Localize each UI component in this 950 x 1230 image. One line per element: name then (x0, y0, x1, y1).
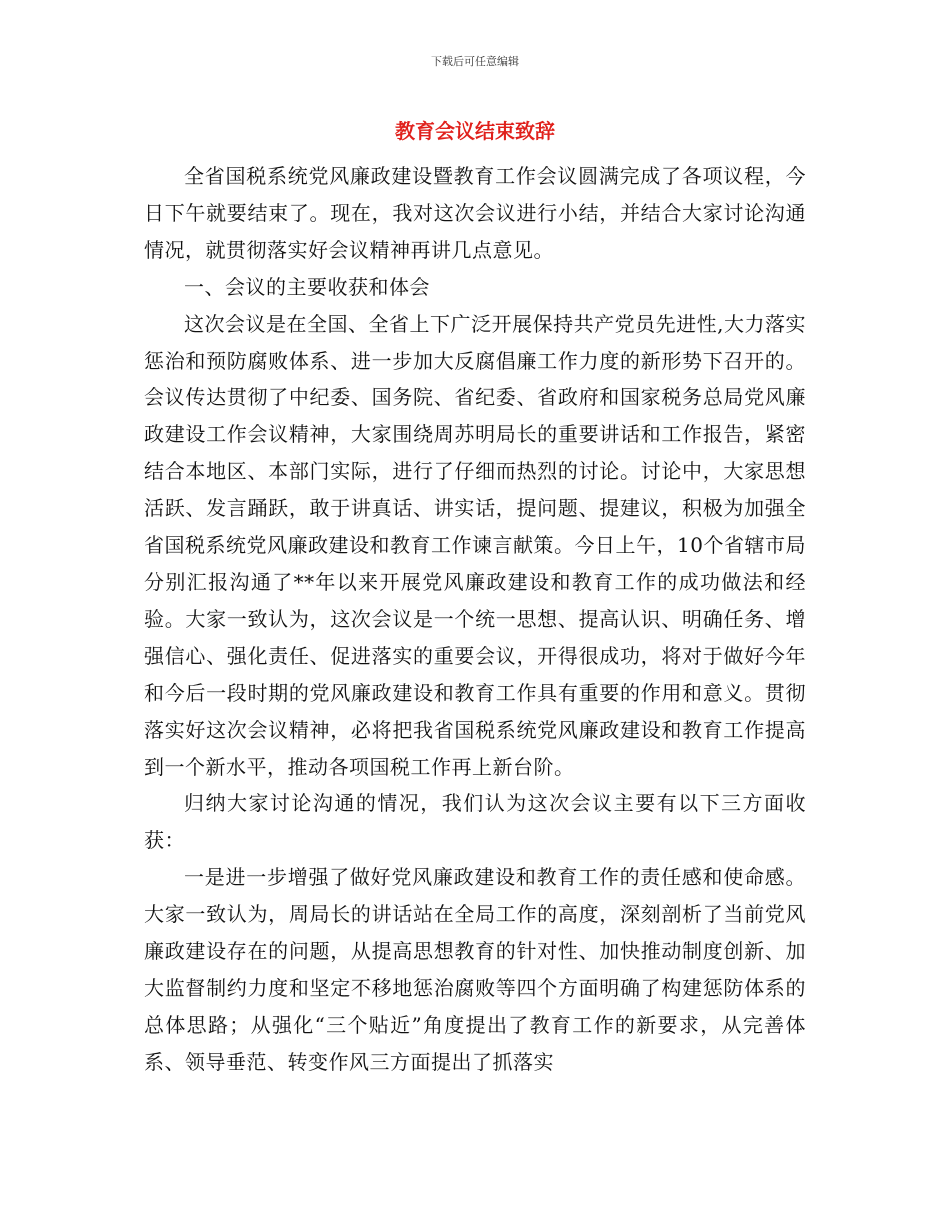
section-heading-1: 一、会议的主要收获和体会 (184, 274, 430, 299)
paragraph-gains-intro: 归纳大家讨论沟通的情况，我们认为这次会议主要有以下三方面收获： (144, 791, 806, 853)
paragraph-intro: 全省国税系统党风廉政建设暨教育工作会议圆满完成了各项议程，今日下午就要结束了。现在，我对这次会议进行小结，并结合大家讨论沟通情况，就贯彻落实好会议精神再讲几点意见。 (144, 164, 806, 262)
page-header-note: 下载后可任意编辑 (431, 55, 519, 68)
document-title: 教育会议结束致辞 (395, 119, 555, 143)
paragraph-meeting-summary: 这次会议是在全国、全省上下广泛开展保持共产党员先进性,大力落实惩治和预防腐败体系、进一步加大反腐倡廉工作力度的新形势下召开的。会议传达贯彻了中纪委、国务院、省纪委、省政府和国家税务总局党风廉政建设工作会议精神，大家围绕周苏明局长的重要讲话和工作报告，紧密结合本地区、本部门实际，进行了仔细而热烈的讨论。讨论中，大家思想活跃、发言踊跃，敢于讲真话、讲实话，提问题、提建议，积极为加强全省国税系统党风廉政建设和教育工作谏言献策。今日上午，10个省辖市局分别汇报沟通了**年以来开展党风廉政建设和教育工作的成功做法和经验。大家一致认为，这次会议是一个统一思想、提高认识、明确任务、增强信心、强化责任、促进落实的重要会议，开得很成功，将对于做好今年和今后一段时期的党风廉政建设和教育工作具有重要的作用和意义。贯彻落实好这次会议精神，必将把我省国税系统党风廉政建设和教育工作提高到一个新水平，推动各项国税工作再上新台阶。 (144, 311, 806, 779)
document-body (144, 158, 806, 1081)
paragraph-gain-one: 一是进一步增强了做好党风廉政建设和教育工作的责任感和使命感。大家一致认为，周局长的讲话站在全局工作的高度，深刻剖析了当前党风廉政建设存在的问题，从提高思想教育的针对性、加快推动制度创新、加大监督制约力度和坚定不移地惩治腐败等四个方面明确了构建惩防体系的总体思路；从强化“三个贴近”角度提出了教育工作的新要求，从完善体系、领导垂范、转变作风三方面提出了抓落实 (144, 865, 806, 1074)
